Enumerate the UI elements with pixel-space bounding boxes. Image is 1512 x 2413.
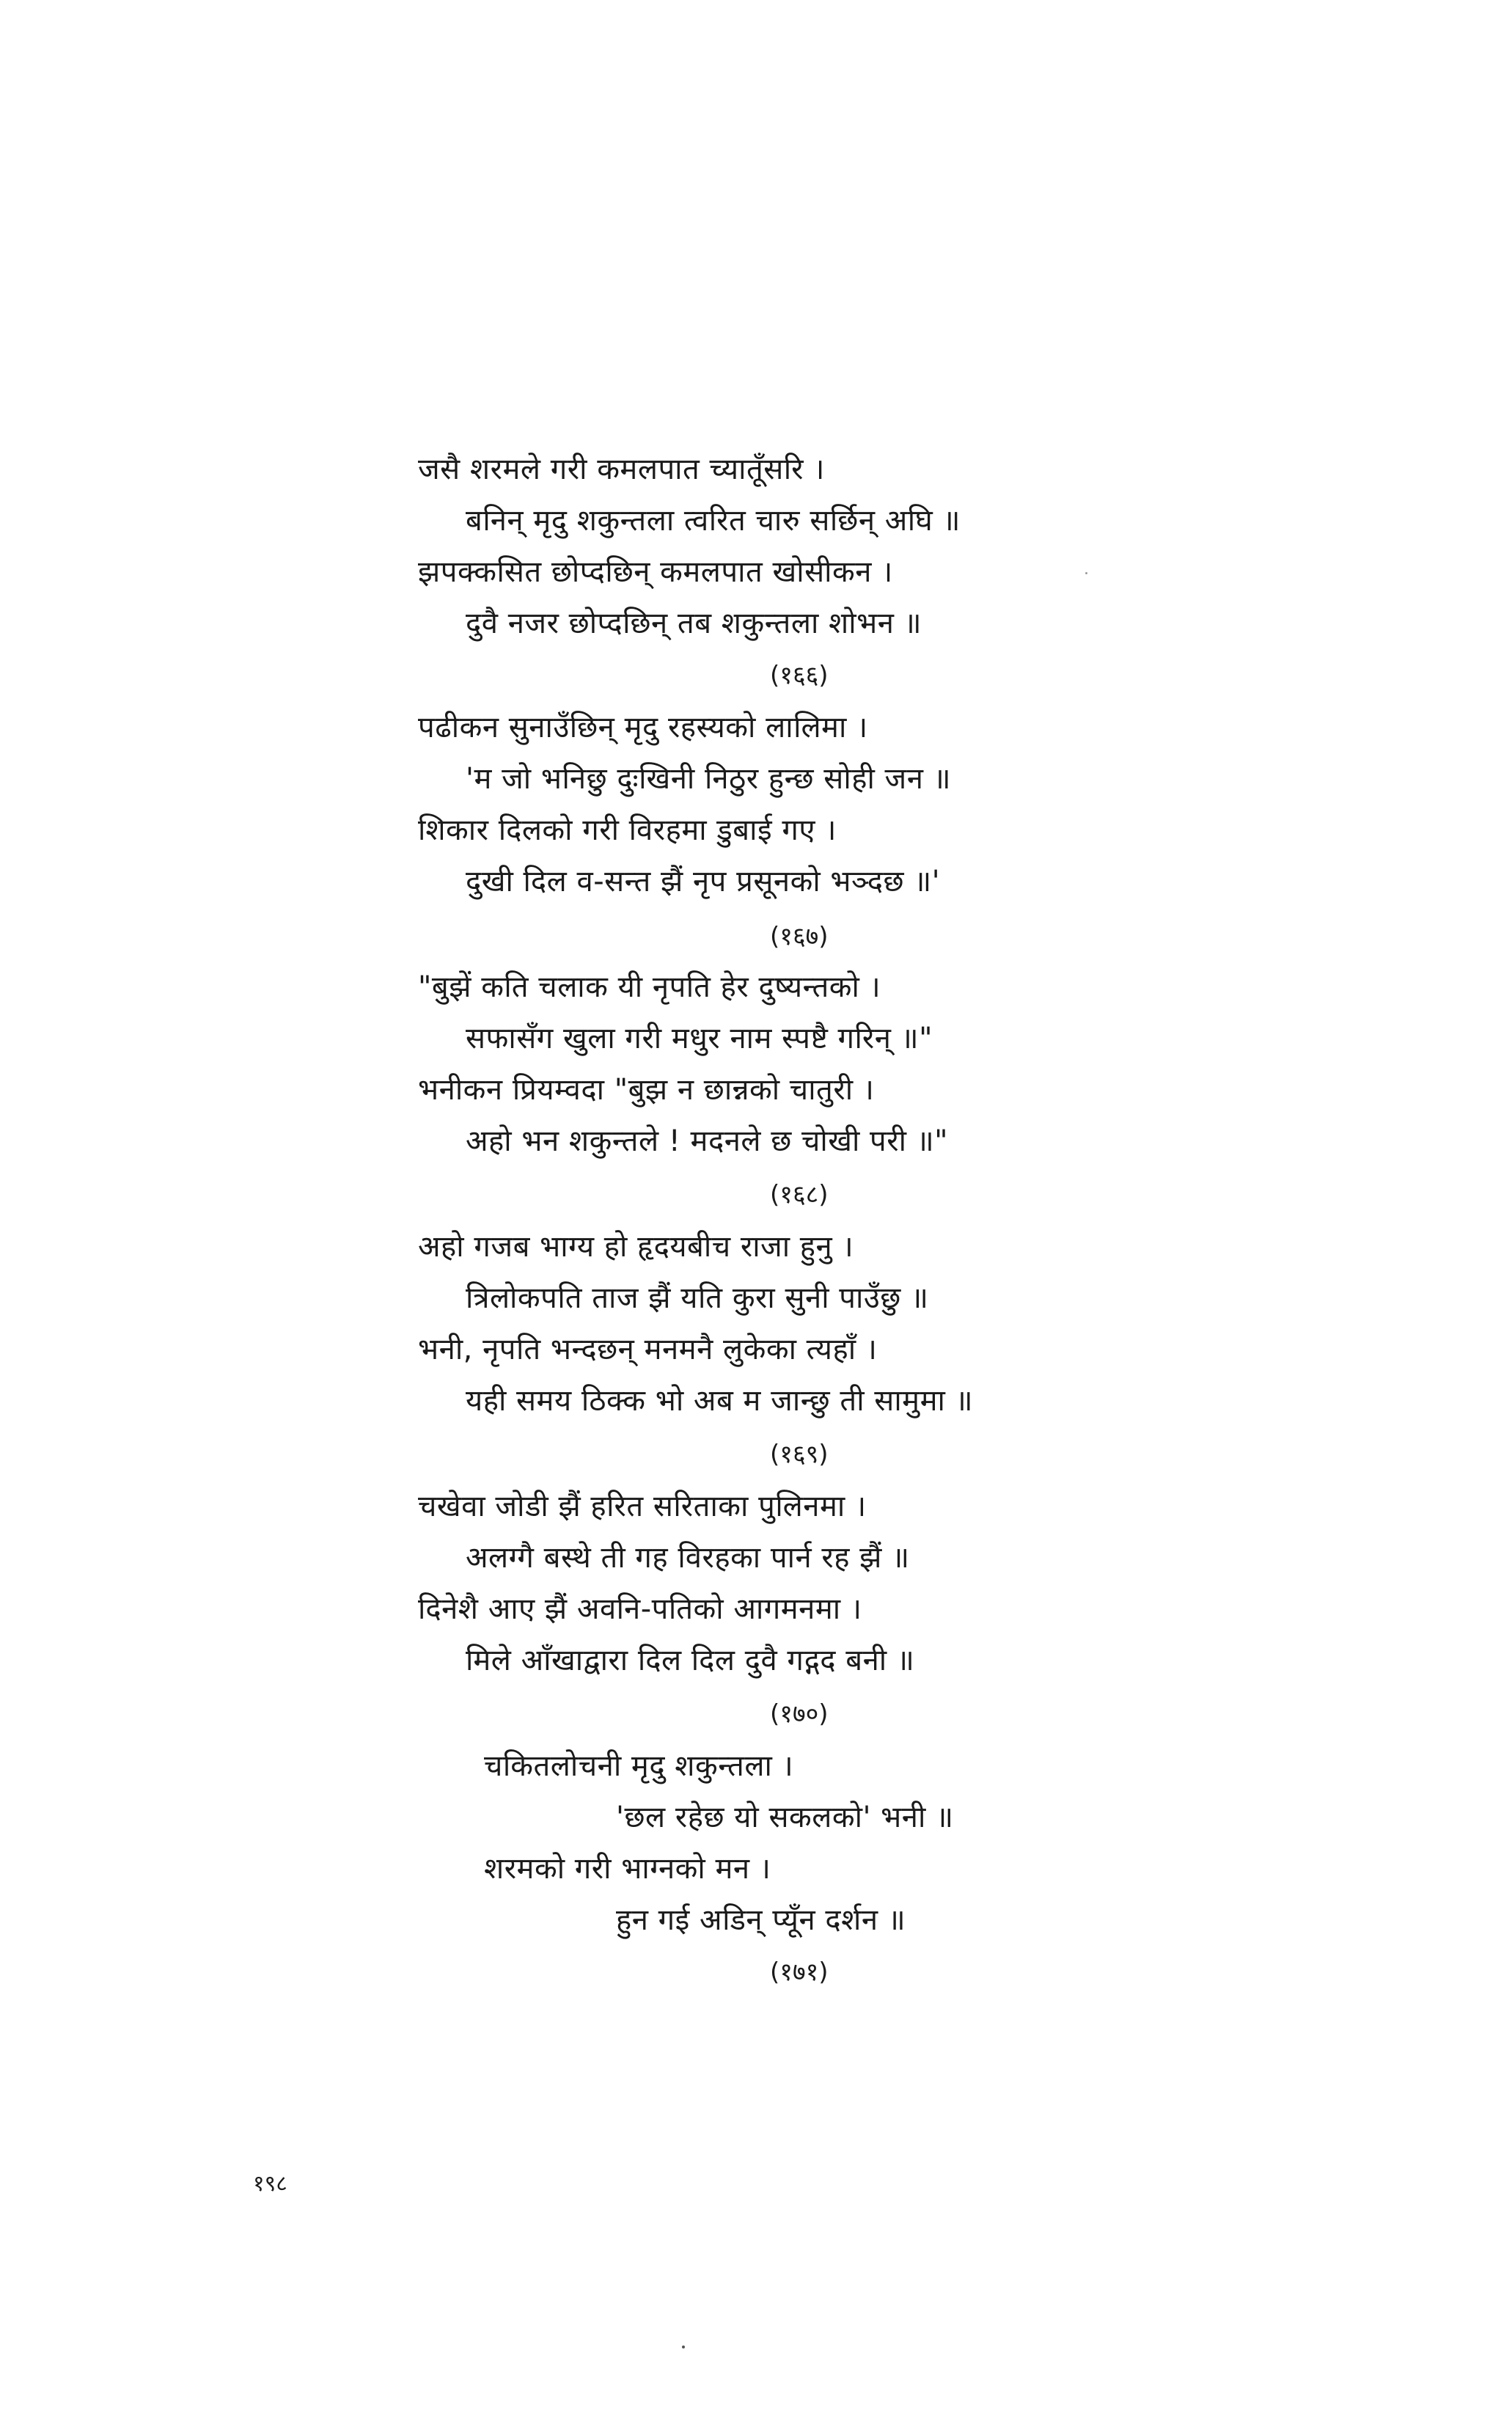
verse-line: त्रिलोकपति ताज झैं यति कुरा सुनी पाउँछु ॥	[466, 1281, 929, 1315]
stanza-number: (१७०)	[770, 1699, 829, 1729]
verse-line: पढीकन सुनाउँछिन् मृदु रहस्यको लालिमा ।	[418, 711, 868, 744]
verse-line: भनी, नृपति भन्दछन् मनमनै लुकेका त्यहाँ ।	[418, 1333, 878, 1366]
verse-line: शरमको गरी भाग्नको मन ।	[484, 1852, 771, 1886]
verse-line: चकितलोचनी मृदु शकुन्तला ।	[484, 1749, 794, 1783]
stanza-number: (१६९)	[770, 1440, 829, 1469]
stanza-number: (१६७)	[770, 922, 829, 951]
verse-line: दिनेशै आए झैं अवनि-पतिको आगमनमा ।	[418, 1592, 862, 1626]
verse-line: यही समय ठिक्क भो अब म जान्छु ती सामुमा ॥	[466, 1384, 974, 1418]
verse-line: दुवै नजर छोप्दछिन् तब शकुन्तला शोभन ॥	[466, 607, 922, 640]
verse-line: जसै शरमले गरी कमलपात च्यातूँसरि ।	[418, 453, 825, 486]
verse-line: शिकार दिलको गरी विरहमा डुबाई गए ।	[418, 813, 837, 847]
verse-line: 'छल रहेछ यो सकलको' भनी ॥	[616, 1801, 954, 1834]
verse-line: "बुझें कति चलाक यी नृपति हेर दुष्यन्तको ।	[418, 970, 881, 1004]
verse-line: भनीकन प्रियम्वदा "बुझ न छान्नको चातुरी ।	[418, 1073, 875, 1107]
verse-line: मिले आँखाद्वारा दिल दिल दुवै गद्गद बनी ॥	[466, 1644, 915, 1677]
page-number: १९८	[253, 2171, 287, 2197]
verse-line: अलग्गै बस्थे ती गह विरहका पार्न रह झैं ॥	[466, 1541, 910, 1575]
verse-line: अहो गजब भाग्य हो हृदयबीच राजा हुनु ।	[418, 1230, 854, 1264]
verse-line: झपक्कसित छोप्दछिन् कमलपात खोसीकन ।	[418, 555, 893, 589]
verse-line: दुखी दिल व-सन्त झैं नृप प्रसूनको भञ्दछ ॥'	[466, 865, 941, 898]
verse-line: बनिन् मृदु शकुन्तला त्वरित चारु सर्छिन् अघि ॥	[466, 504, 961, 538]
stanza-number: (१७१)	[770, 1958, 829, 1987]
verse-line: 'म जो भनिछु दुःखिनी निठुर हुन्छ सोही जन ॥	[466, 762, 952, 796]
verse-line: अहो भन शकुन्तले ! मदनले छ चोखी परी ॥"	[466, 1124, 949, 1158]
verse-line: सफासँग खुला गरी मधुर नाम स्पष्टै गरिन् ॥"	[466, 1022, 933, 1055]
stanza-number: (१६६)	[770, 661, 829, 690]
scan-speck	[1085, 572, 1087, 574]
stanza-number: (१६८)	[770, 1180, 829, 1209]
verse-line: हुन गई अडिन् प्यूँन दर्शन ॥	[616, 1903, 906, 1937]
scan-speck	[682, 2346, 685, 2348]
verse-line: चखेवा जोडी झैं हरित सरिताका पुलिनमा ।	[418, 1490, 867, 1523]
